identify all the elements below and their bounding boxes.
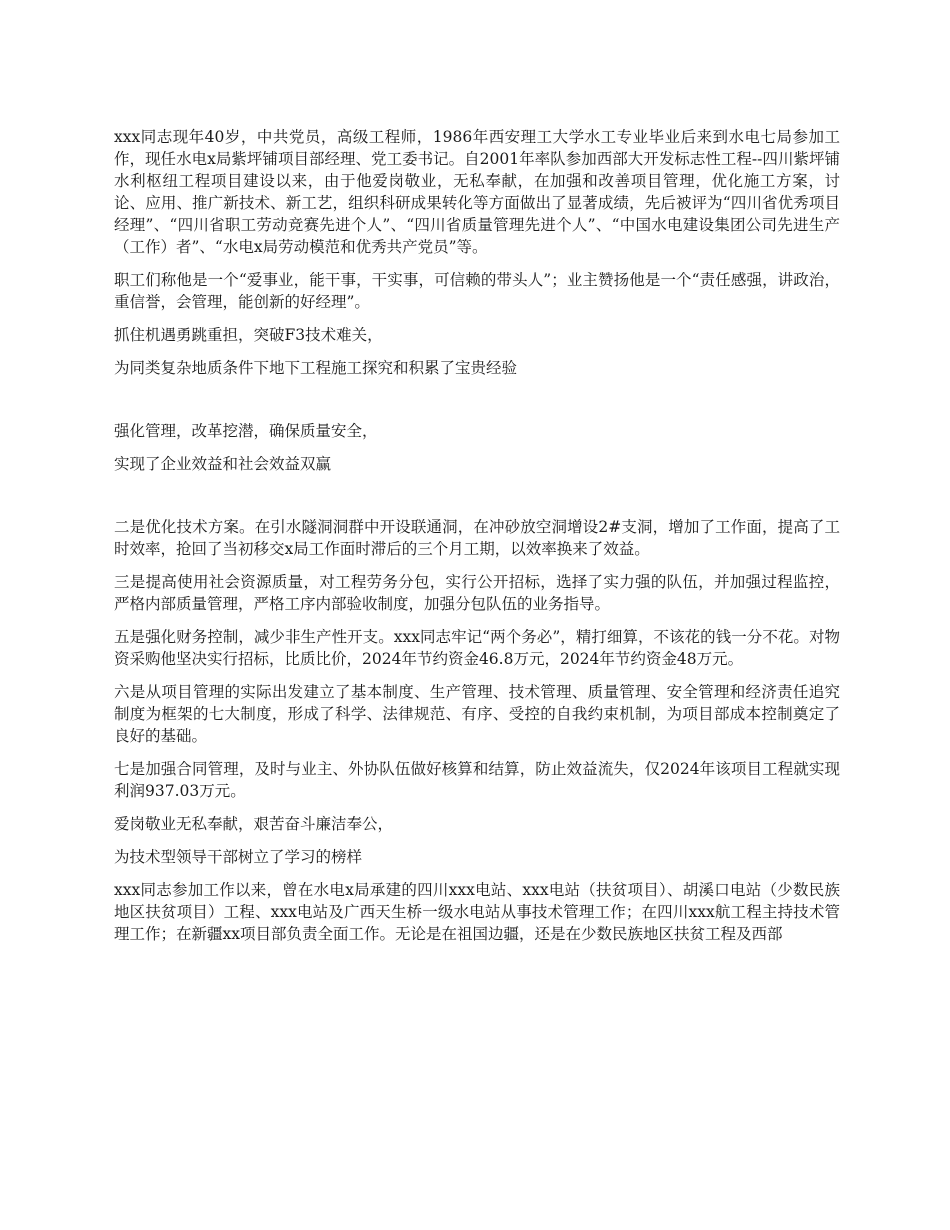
paragraph-point-five: 五是强化财务控制，减少非生产性开支。xxx同志牢记“两个务必”，精打细算，不该花的钱一分不花。对物资采购他坚决实行招标，比质比价，2024年节约资金46.8万元，2024年节约资金48万元。: [114, 628, 840, 668]
heading-line-1a: 抓住机遇勇跳重担，突破F3技术难关，: [114, 326, 383, 344]
heading-line-3b: 为技术型领导干部树立了学习的榜样: [114, 848, 363, 866]
heading-line-1b: 为同类复杂地质条件下地下工程施工探究和积累了宝贵经验: [114, 359, 518, 377]
paragraph-point-seven: 七是加强合同管理，及时与业主、外协队伍做好核算和结算，防止效益流失，仅2024年该项目工程就实现利润937.03万元。: [114, 760, 840, 800]
paragraph-point-two: 二是优化技术方案。在引水隧洞洞群中开设联通洞，在冲砂放空洞增设2#支洞，增加了工作面，提高了工时效率，抢回了当初移交x局工作面时滞后的三个月工期，以效率换来了效益。: [114, 518, 840, 558]
paragraph-point-three: 三是提高使用社会资源质量，对工程劳务分包，实行公开招标，选择了实力强的队伍，并加强过程监控，严格内部质量管理，严格工序内部验收制度，加强分包队伍的业务指导。: [114, 573, 840, 613]
heading-line-2a: 强化管理，改革挖潜，确保质量安全，: [114, 422, 378, 440]
heading-line-2b: 实现了企业效益和社会效益双赢: [114, 455, 332, 473]
paragraph-career: xxx同志参加工作以来，曾在水电x局承建的四川xxx电站、xxx电站（扶贫项目）、胡溪口电站（少数民族地区扶贫项目）工程、xxx电站及广西天生桥一级水电站从事技术管理工作；在四川xxx航工程主持技术管理工作；在新疆xx项目部负责全面工作。无论是在祖国边疆，还是在少数民族地区扶贫工程及西部: [114, 881, 840, 943]
spacer: [114, 390, 840, 420]
paragraph-biography: xxx同志现年40岁，中共党员，高级工程师，1986年西安理工大学水工专业毕业后来到水电七局参加工作，现任水电x局紫坪铺项目部经理、党工委书记。自2001年率队参加西部大开发标志性工程--四川紫坪铺水利枢纽工程项目建设以来，由于他爱岗敬业，无私奉献，在加强和改善项目管理，优化施工方案，讨论、应用、推广新技术、新工艺，组织科研成果转化等方面做出了显著成绩，先后被评为“四川省优秀项目经理”、“四川省职工劳动竞赛先进个人”、“四川省质量管理先进个人”、“中国水电建设集团公司先进生产（工作）者”、“水电x局劳动模范和优秀共产党员”等。: [114, 128, 840, 256]
paragraph-praise: 职工们称他是一个“爱事业，能干事，干实事，可信赖的带头人”；业主赞扬他是一个“责任感强，讲政治，重信誉，会管理，能创新的好经理”。: [114, 271, 840, 311]
spacer: [114, 486, 840, 516]
heading-line-3a: 爱岗敬业无私奉献，艰苦奋斗廉洁奉公，: [114, 815, 394, 833]
document-body: [114, 126, 840, 956]
paragraph-point-six: 六是从项目管理的实际出发建立了基本制度、生产管理、技术管理、质量管理、安全管理和经济责任追究制度为框架的七大制度，形成了科学、法律规范、有序、受控的自我约束机制，为项目部成本控制奠定了良好的基础。: [114, 683, 840, 745]
